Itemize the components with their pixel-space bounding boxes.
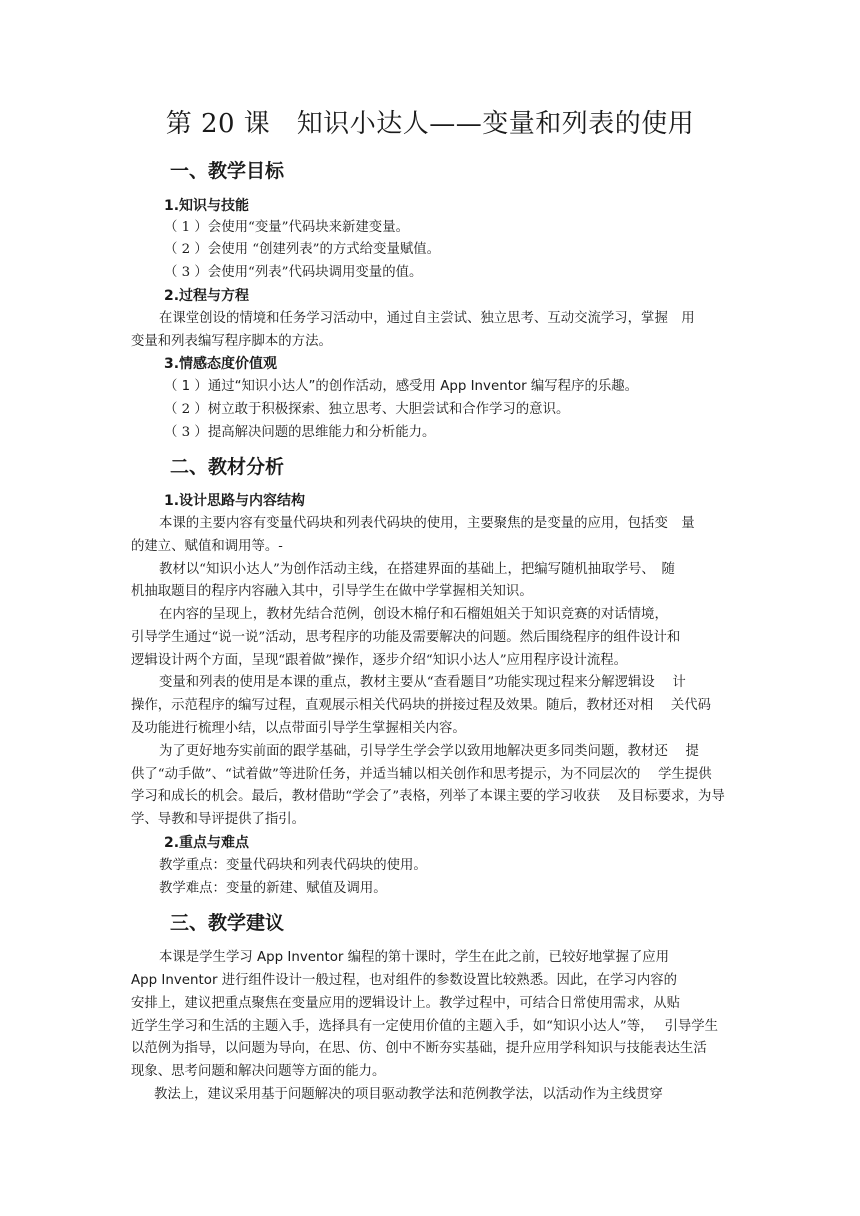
paragraph-line: 现象、思考问题和解决问题等方面的能力。	[131, 1064, 386, 1079]
paragraph-line: 教法上，建议采用基于问题解决的项目驱动教学法和范例教学法，以活动作为主线贯穿	[154, 1087, 663, 1102]
list-item: （ 3 ）提高解决问题的思维能力和分析能力。	[164, 425, 436, 440]
section-heading-teaching-suggestions: 三、教学建议	[170, 912, 285, 934]
paragraph-line: App Inventor 进行组件设计一般过程，也对组件的参数设置比较熟悉。因此，在学习内容的	[131, 973, 677, 988]
paragraph-line: 教材以“知识小达人”为创作活动主线，在搭建界面的基础上，把编写随机抽取学号、 随	[159, 562, 675, 577]
list-item: （ 1 ）会使用“变量”代码块来新建变量。	[164, 220, 409, 235]
paragraph-line: 在内容的呈现上，教材先结合范例，创设木棉仔和石榴姐姐关于知识竞赛的对话情境，	[159, 607, 668, 622]
paragraph-line: 供了“动手做”、“试着做”等进阶任务，并适当辅以相关创作和思考提示，为不同层次的 学生提供	[131, 767, 712, 782]
paragraph-line: 变量和列表的使用是本课的重点，教材主要从“查看题目”功能实现过程来分解逻辑设 计	[159, 675, 686, 690]
paragraph-line: 学习和成长的机会。最后，教材借助“学会了”表格，列举了本课主要的学习收获 及目标要求，为导	[131, 789, 725, 804]
subheading-knowledge-skills: 1.知识与技能	[164, 198, 250, 214]
list-item: （ 2 ）会使用 “创建列表”的方式给变量赋值。	[164, 242, 441, 257]
paragraph-line: 变量和列表编写程序脚本的方法。	[131, 334, 332, 349]
paragraph-line: 近学生学习和生活的主题入手，选择具有一定使用价值的主题入手，如“知识小达人”等， 引导学生	[131, 1019, 719, 1034]
paragraph-line: 逻辑设计两个方面，呈现“跟着做”操作，逐步介绍“知识小达人”应用程序设计流程。	[131, 653, 628, 668]
list-item: （ 3 ）会使用“列表”代码块调用变量的值。	[164, 265, 423, 280]
paragraph-line: 以范例为指导，以问题为导向，在思、仿、创中不断夯实基础，提升应用学科知识与技能表达生活	[131, 1041, 707, 1056]
teaching-difficulty: 教学难点：变量的新建、赋值及调用。	[159, 881, 387, 896]
paragraph-line: 引导学生通过“说一说”活动，思考程序的功能及需要解决的问题。然后围绕程序的组件设计和	[131, 630, 681, 645]
list-item: （ 1 ）通过“知识小达人”的创作活动，感受用 App Inventor 编写程序的乐趣。	[164, 379, 639, 394]
subheading-design-structure: 1.设计思路与内容结构	[164, 493, 306, 509]
paragraph-line: 的建立、赋值和调用等。-	[131, 539, 283, 554]
paragraph-line: 安排上，建议把重点聚焦在变量应用的逻辑设计上。教学过程中，可结合日常使用需求，从贴	[131, 996, 681, 1011]
paragraph-line: 操作，示范程序的编写过程，直观展示相关代码块的拼接过程及效果。随后，教材还对相 关代码	[131, 698, 712, 713]
section-heading-objectives: 一、教学目标	[170, 160, 285, 182]
subheading-attitude-values: 3.情感态度价值观	[164, 356, 278, 372]
paragraph-line: 学、导教和导评提供了指引。	[131, 812, 306, 827]
paragraph-line: 及功能进行梳理小结，以点带面引导学生掌握相关内容。	[131, 721, 466, 736]
paragraph-line: 机抽取题目的程序内容融入其中，引导学生在做中学掌握相关知识。	[131, 584, 533, 599]
paragraph-line: 本课的主要内容有变量代码块和列表代码块的使用，主要聚焦的是变量的应用，包括变 量	[159, 516, 695, 531]
teaching-key-point: 教学重点：变量代码块和列表代码块的使用。	[159, 858, 427, 873]
subheading-process-method: 2.过程与方程	[164, 288, 250, 304]
subheading-key-difficult: 2.重点与难点	[164, 835, 250, 851]
paragraph-line: 本课是学生学习 App Inventor 编程的第十课时，学生在此之前，已较好地掌握了应用	[159, 950, 670, 965]
paragraph-line: 为了更好地夯实前面的跟学基础，引导学生学会学以致用地解决更多同类问题，教材还 提	[159, 744, 699, 759]
section-heading-material-analysis: 二、教材分析	[170, 456, 285, 478]
list-item: （ 2 ）树立敢于积极探索、独立思考、大胆尝试和合作学习的意识。	[164, 402, 570, 417]
paragraph-line: 在课堂创设的情境和任务学习活动中，通过自主尝试、独立思考、互动交流学习，掌握 用	[159, 311, 695, 326]
lesson-title: 第 20 课 知识小达人——变量和列表的使用	[165, 109, 695, 139]
